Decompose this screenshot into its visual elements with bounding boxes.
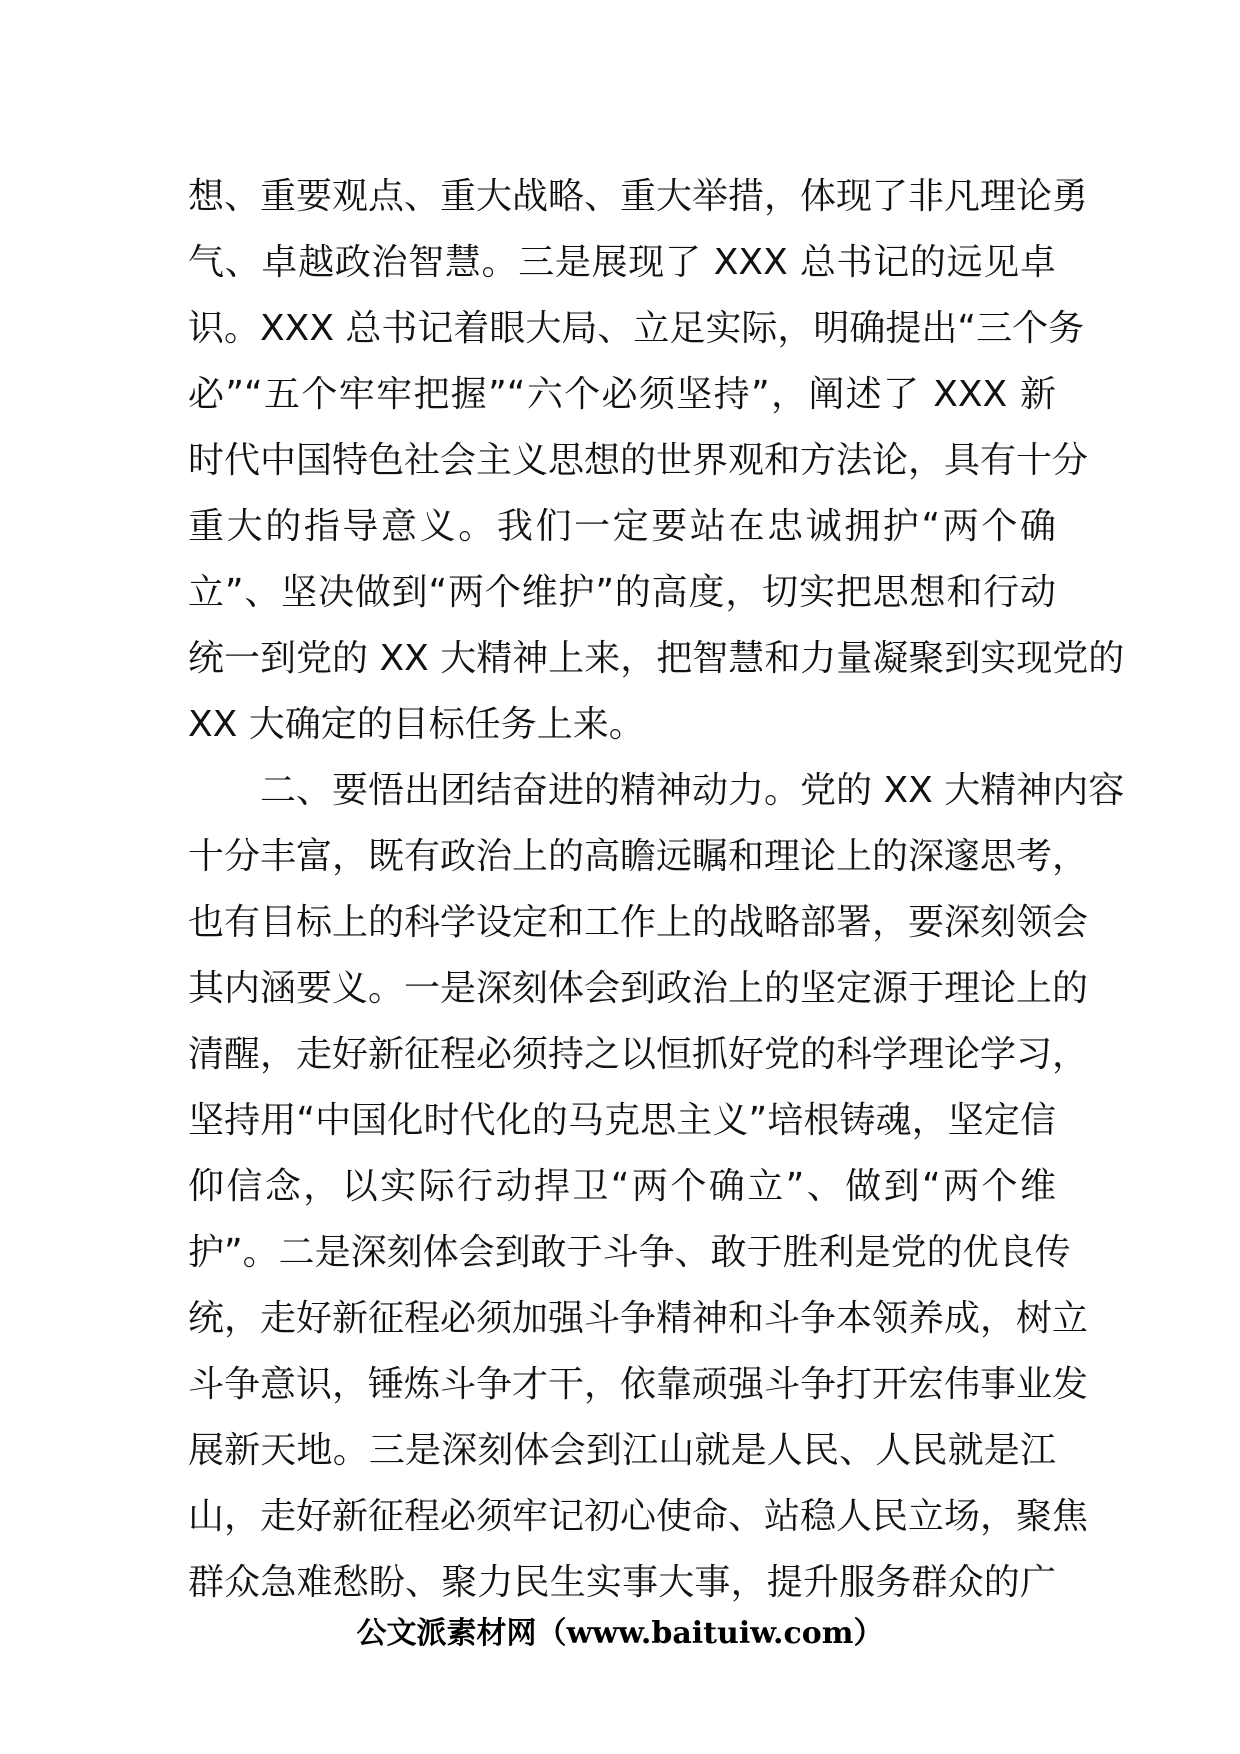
text-line: 也有目标上的科学设定和工作上的战略部署，要深刻领会 <box>188 902 1089 943</box>
text-line: 其内涵要义。一是深刻体会到政治上的坚定源于理论上的 <box>188 968 1089 1009</box>
text-line: 气、卓越政治智慧。三是展现了 XXX 总书记的远见卓 <box>188 242 1056 283</box>
text-line: 斗争意识，锤炼斗争才干，依靠顽强斗争打开宏伟事业发 <box>188 1364 1089 1405</box>
text-line: 展新天地。三是深刻体会到江山就是人民、人民就是江 <box>188 1430 1056 1471</box>
text-line: 必”“五个牢牢把握”“六个必须坚持”，阐述了 XXX 新 <box>188 374 1056 415</box>
section-heading-line: 二、要悟出团结奋进的精神动力。党的 XX 大精神内容 <box>260 770 1125 811</box>
text-line: 群众急难愁盼、聚力民生实事大事，提升服务群众的广 <box>188 1562 1056 1603</box>
text-line: 统，走好新征程必须加强斗争精神和斗争本领养成，树立 <box>188 1298 1089 1339</box>
text-line: 十分丰富，既有政治上的高瞻远瞩和理论上的深邃思考， <box>188 836 1089 877</box>
paragraph-end-line: XX 大确定的目标任务上来。 <box>188 704 645 745</box>
text-line: 山，走好新征程必须牢记初心使命、站稳人民立场，聚焦 <box>188 1496 1089 1537</box>
footer-watermark: 公文派素材网（www.baituiw.com） <box>356 1616 884 1651</box>
text-line: 护”。二是深刻体会到敢于斗争、敢于胜利是党的优良传 <box>188 1232 1071 1273</box>
text-line: 坚持用“中国化时代化的马克思主义”培根铸魂，坚定信 <box>188 1100 1056 1141</box>
text-line: 想、重要观点、重大战略、重大举措，体现了非凡理论勇 <box>188 176 1089 217</box>
text-line: 重大的指导意义。我们一定要站在忠诚拥护“两个确 <box>188 506 1056 547</box>
text-line: 时代中国特色社会主义思想的世界观和方法论，具有十分 <box>188 440 1089 481</box>
text-line: 立”、坚决做到“两个维护”的高度，切实把思想和行动 <box>188 572 1056 613</box>
text-line: 识。XXX 总书记着眼大局、立足实际，明确提出“三个务 <box>188 308 1085 349</box>
text-line: 仰信念，以实际行动捍卫“两个确立”、做到“两个维 <box>188 1166 1056 1207</box>
text-line: 清醒，走好新征程必须持之以恒抓好党的科学理论学习， <box>188 1034 1089 1075</box>
body-text <box>188 164 1125 1616</box>
text-line: 统一到党的 XX 大精神上来，把智慧和力量凝聚到实现党的 <box>188 638 1125 679</box>
